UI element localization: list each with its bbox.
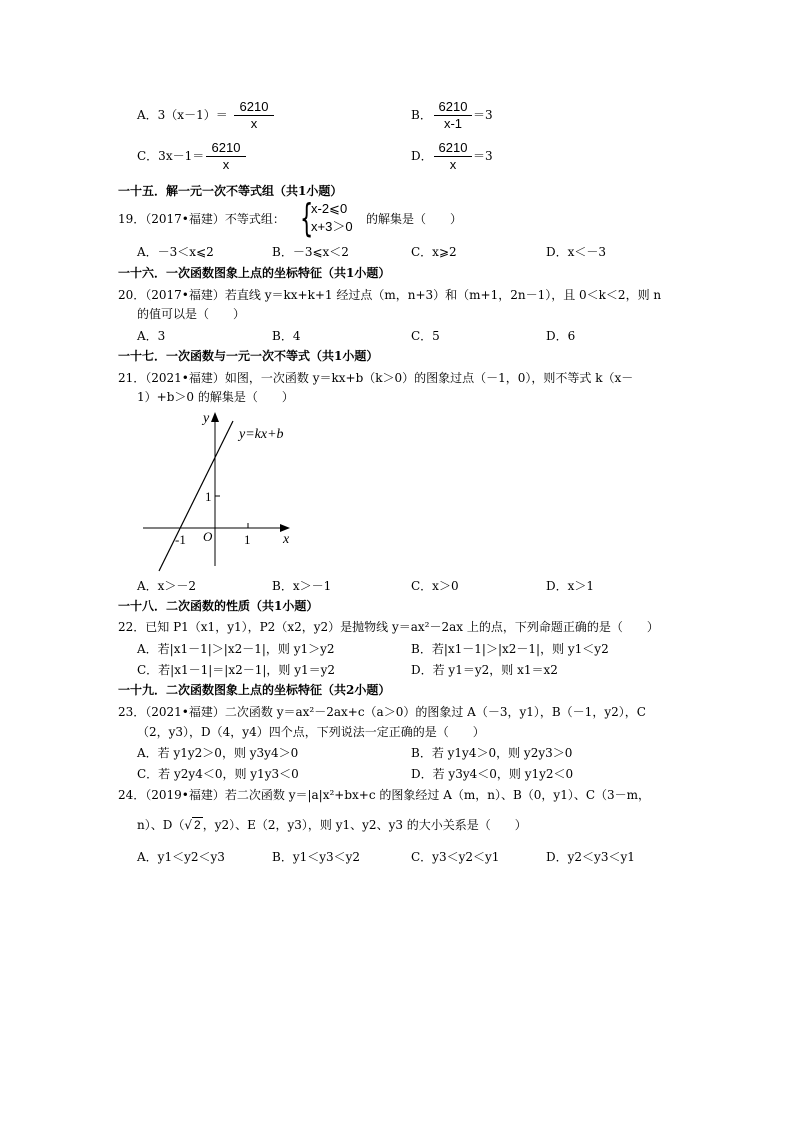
sqrt-symbol: √ [184, 818, 193, 832]
fraction-numerator: 6210 [211, 140, 241, 155]
q20-stem-line-2: 的值可以是（ ） [137, 307, 246, 321]
fraction-denominator: x [449, 157, 457, 172]
q23-stem-line-2: （2，y3），D（4，y4）四个点，下列说法一定正确的是（ ） [137, 725, 485, 739]
q19-option-d[interactable]: D．x＜－3 [546, 245, 607, 259]
inequality-system [311, 200, 353, 236]
function-line-label: y=kx+b [239, 427, 284, 442]
q18-option-c-fraction [206, 141, 246, 172]
q22-stem: 22．已知 P1（x1，y1），P2（x2，y2）是抛物线 y＝ax²－2ax 上的点，下列命题正确的是（ ） [118, 620, 659, 634]
q21-stem-line-1: 21．（2021•福建）如图，一次函数 y＝kx+b（k＞0）的图象过点（－1，0），则不等式 k（x－ [118, 371, 634, 385]
q21-stem-line-2: 1）+b＞0 的解集是（ ） [137, 390, 294, 404]
fraction-denominator: x [250, 116, 258, 131]
q24-option-a[interactable]: A．y1＜y2＜y3 [137, 850, 225, 864]
q24-option-d[interactable]: D．y2＜y3＜y1 [546, 850, 635, 864]
q20-option-a[interactable]: A．3 [137, 329, 166, 343]
section-heading-18: 一十八．二次函数的性质（共1小题） [118, 599, 319, 613]
section-heading-19: 一十九．二次函数图象上点的坐标特征（共2小题） [118, 683, 391, 697]
q19-suffix: 的解集是（ ） [366, 212, 463, 226]
tick-label-x1: 1 [244, 532, 251, 547]
fraction-numerator: 6210 [438, 140, 468, 155]
origin-label: O [203, 529, 213, 544]
q18-option-d-fraction [434, 141, 472, 172]
q18-option-d-prefix: D． [411, 149, 433, 163]
y-axis-label: y [203, 411, 210, 426]
fraction-denominator: x-1 [443, 116, 463, 131]
tick-label-y1: 1 [205, 489, 212, 504]
q23-option-b[interactable]: B．若 y1y4＞0，则 y2y3＞0 [411, 746, 573, 760]
q18-option-b-fraction [434, 100, 472, 131]
q19-option-b[interactable]: B．－3⩽x＜2 [272, 245, 349, 259]
q24-stem-line-1: 24．（2019•福建）若二次函数 y＝|a|x²+bx+c 的图象经过 A（m，n）、B（0，y1）、C（3－m， [118, 788, 651, 802]
q21-option-b[interactable]: B．x＞－1 [272, 579, 332, 593]
fraction-numerator: 6210 [438, 99, 468, 114]
q22-option-a[interactable]: A．若|x1－1|＞|x2－1|，则 y1＞y2 [137, 642, 335, 656]
q20-option-d[interactable]: D．6 [546, 329, 576, 343]
inequality-line-1: x-2⩽0 [311, 201, 348, 216]
q18-option-c-prefix: C．3x－1＝ [137, 149, 205, 163]
q22-option-c[interactable]: C．若|x1－1|＝|x2－1|，则 y1＝y2 [137, 663, 336, 677]
q21-option-a[interactable]: A．x＞－2 [137, 579, 197, 593]
q19-option-c[interactable]: C．x⩾2 [411, 245, 457, 259]
q19-option-a[interactable]: A．－3＜x⩽2 [137, 245, 214, 259]
q20-stem-line-1: 20．（2017•福建）若直线 y＝kx+k+1 经过点（m，n+3）和（m+1，2n－1），且 0＜k＜2，则 n [118, 288, 662, 302]
q21-option-d[interactable]: D．x＞1 [546, 579, 595, 593]
fraction-denominator: x [222, 157, 230, 172]
q23-stem-line-1: 23．（2021•福建）二次函数 y＝ax²－2ax+c（a＞0）的图象过 A（－3，y1），B（－1，y2），C [118, 705, 646, 719]
sqrt-radicand: 2 [194, 818, 201, 832]
section-heading-15: 一十五．解一元一次不等式组（共1小题） [118, 184, 343, 198]
q23-option-a[interactable]: A．若 y1y2＞0，则 y3y4＞0 [137, 746, 299, 760]
q18-option-d-suffix: ＝3 [473, 149, 493, 163]
q24-stem-line-2 [137, 818, 527, 832]
q22-option-b[interactable]: B．若|x1－1|＞|x2－1|，则 y1＜y2 [411, 642, 609, 656]
q24-option-b[interactable]: B．y1＜y3＜y2 [272, 850, 361, 864]
function-line [159, 421, 233, 571]
q24-line2-suffix: ，y2）、E（2，y3），则 y1、y2、y3 的大小关系是（ ） [202, 818, 527, 832]
left-brace: { [300, 196, 314, 240]
section-heading-17: 一十七．一次函数与一元一次不等式（共1小题） [118, 349, 379, 363]
q18-option-a-fraction [234, 100, 274, 131]
linear-function-graph [135, 406, 305, 576]
q22-option-d[interactable]: D．若 y1＝y2，则 x1＝x2 [411, 663, 558, 677]
tick-label-xneg1: -1 [175, 532, 186, 547]
q24-line2-prefix: n）、D（ [137, 818, 185, 832]
q18-option-b-prefix: B． [411, 108, 432, 122]
q19-prefix: 19．（2017•福建）不等式组： [118, 212, 285, 226]
x-axis-arrow [280, 524, 290, 532]
x-axis-label: x [283, 532, 290, 547]
q21-option-c[interactable]: C．x＞0 [411, 579, 459, 593]
q23-option-d[interactable]: D．若 y3y4＜0，则 y1y2＜0 [411, 767, 574, 781]
q18-option-b-suffix: ＝3 [473, 108, 493, 122]
q20-option-b[interactable]: B．4 [272, 329, 301, 343]
q23-option-c[interactable]: C．若 y2y4＜0，则 y1y3＜0 [137, 767, 299, 781]
section-heading-16: 一十六．一次函数图象上点的坐标特征（共1小题） [118, 266, 391, 280]
fraction-numerator: 6210 [239, 99, 269, 114]
q20-option-c[interactable]: C．5 [411, 329, 440, 343]
q18-option-a-prefix: A．3（x－1）＝ [137, 108, 228, 122]
y-axis-arrow [211, 412, 219, 422]
q24-option-c[interactable]: C．y3＜y2＜y1 [411, 850, 500, 864]
inequality-line-2: x+3＞0 [311, 219, 353, 234]
